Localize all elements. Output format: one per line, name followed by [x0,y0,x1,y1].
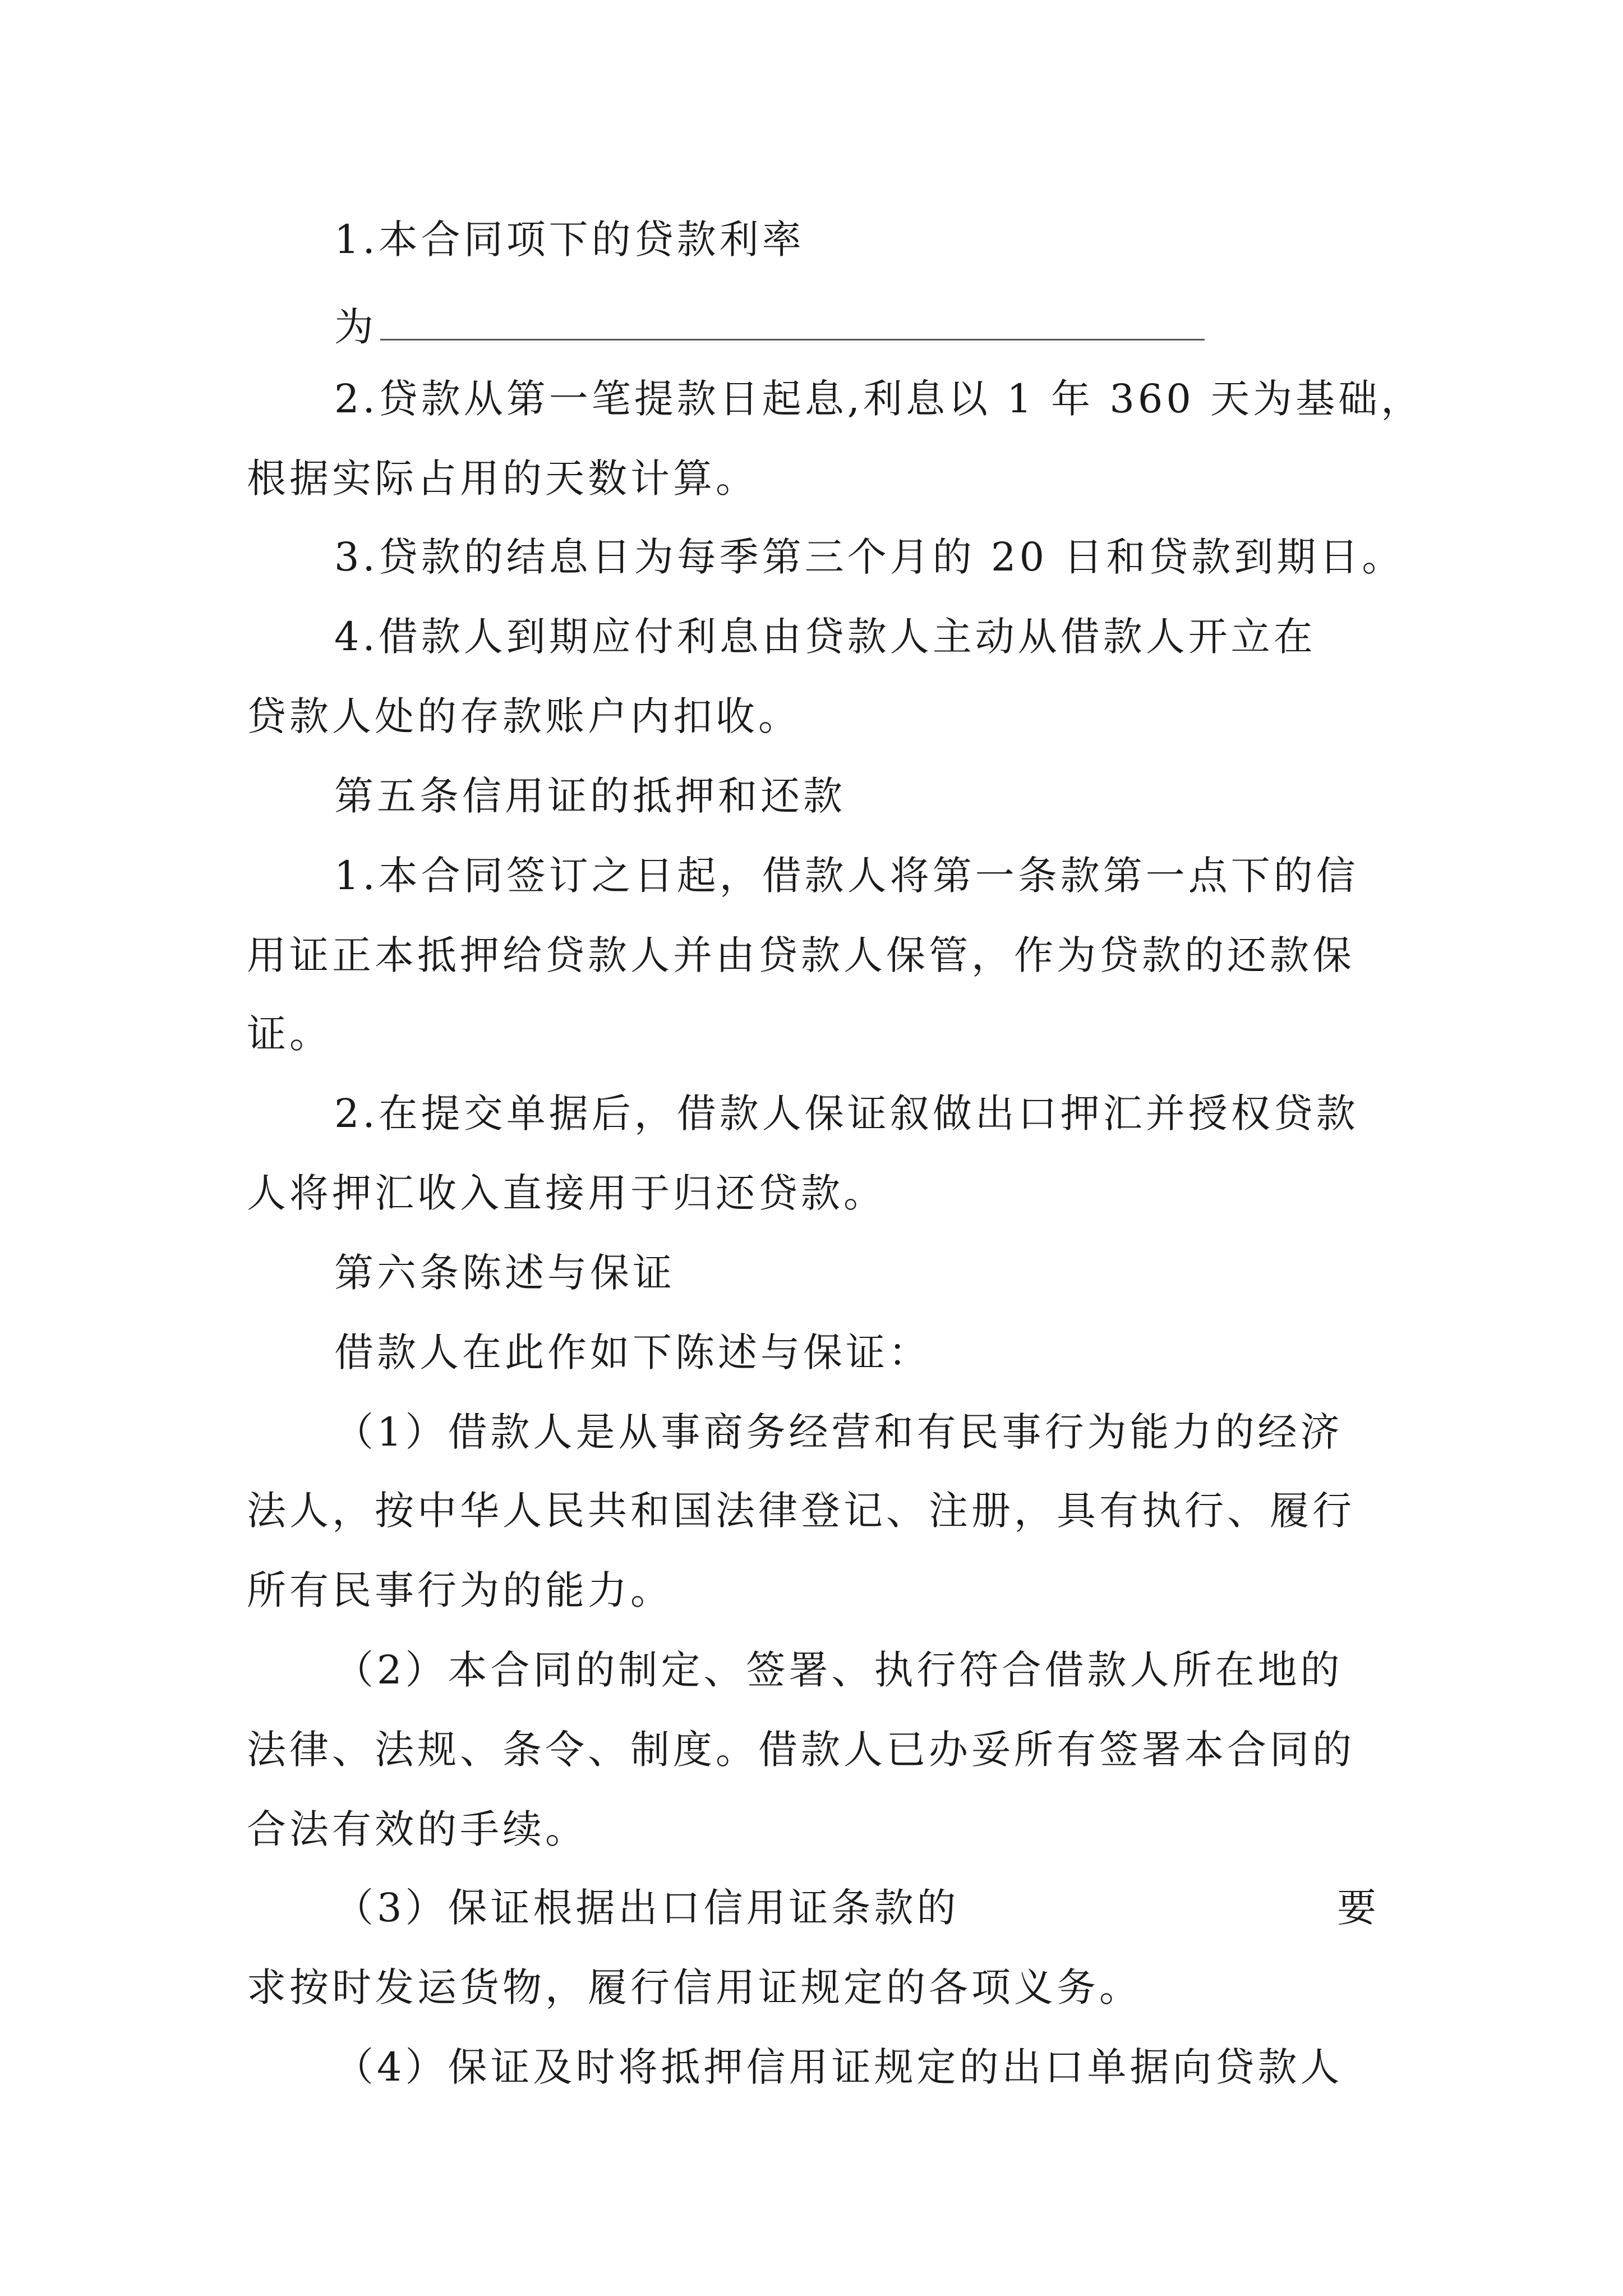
representation-3-line-1-text: （3）保证根据出口信用证条款的 [334,1885,960,1931]
representation-2-line-1: （2）本合同的制定、签署、执行符合借款人所在地的 [334,1647,1343,1693]
interest-settlement-clause: 3.贷款的结息日为每季第三个月的 20 日和贷款到期日。 [334,534,1405,580]
representation-3-line-1 [334,1885,1380,1931]
representation-4-line-1: （4）保证及时将抵押信用证规定的出口单据向贷款人 [334,2044,1343,2090]
export-bill-clause-line-1: 2.在提交单据后，借款人保证叙做出口押汇并授权贷款 [334,1091,1359,1137]
interest-deduction-clause-line-2: 贷款人处的存款账户内扣收。 [247,693,801,739]
representation-1-line-3: 所有民事行为的能力。 [247,1567,673,1613]
representation-1-line-1: （1）借款人是从事商务经营和有民事行为能力的经济 [334,1409,1343,1455]
article-5-title: 第五条信用证的抵押和还款 [334,773,846,819]
export-bill-clause-line-2: 人将押汇收入直接用于归还贷款。 [247,1170,886,1216]
interest-rate-blank [380,300,1205,341]
representations-intro: 借款人在此作如下陈述与保证： [334,1329,931,1375]
article-6-title: 第六条陈述与保证 [334,1250,675,1296]
representation-3-line-2: 求按时发运货物，履行信用证规定的各项义务。 [247,1964,1142,2010]
interest-deduction-clause-line-1: 4.借款人到期应付利息由贷款人主动从借款人开立在 [334,614,1316,660]
lc-pledge-clause-line-3: 证。 [247,1011,332,1057]
interest-accrual-clause-line-1: 2.贷款从第一笔提款日起息,利息以 1 年 360 天为基础， [334,376,1424,422]
representation-2-line-2: 法律、法规、条令、制度。借款人已办妥所有签署本合同的 [247,1727,1355,1773]
lc-pledge-clause-line-2: 用证正本抵押给贷款人并由贷款人保管，作为贷款的还款保 [247,932,1355,978]
representation-2-line-3: 合法有效的手续。 [247,1806,588,1852]
representation-1-line-2: 法人，按中华人民共和国法律登记、注册，具有执行、履行 [247,1488,1355,1534]
interest-rate-clause-line-2 [334,300,1205,350]
interest-rate-label: 为 [334,304,377,350]
interest-accrual-clause-line-2: 根据实际占用的天数计算。 [247,455,758,501]
interest-rate-clause-line-1: 1.本合同项下的贷款利率 [334,217,805,263]
lc-pledge-clause-line-1: 1.本合同签订之日起，借款人将第一条款第一点下的信 [334,853,1359,899]
representation-3-line-1-tail: 要 [1337,1885,1380,1931]
